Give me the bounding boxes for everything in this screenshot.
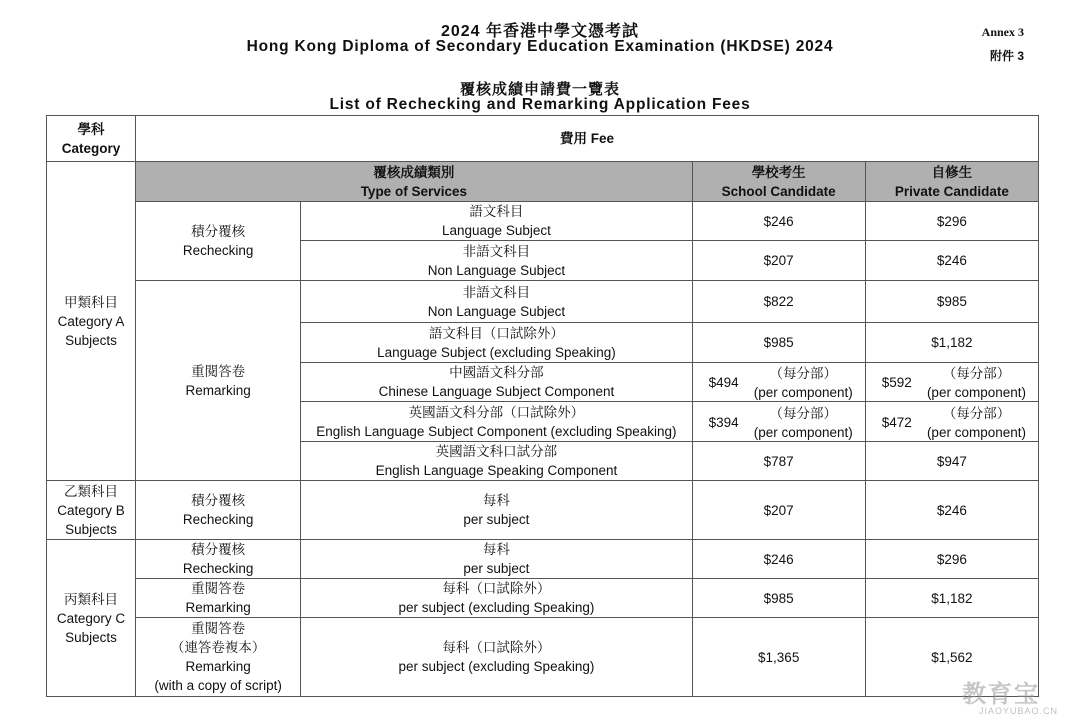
service-type: 非語文科目 Non Language Subject bbox=[301, 281, 692, 323]
private-fee: $246 bbox=[865, 241, 1038, 281]
table-row bbox=[47, 202, 1039, 241]
title-english: Hong Kong Diploma of Secondary Education Examination (HKDSE) 2024 bbox=[246, 38, 834, 55]
school-fee: $246 bbox=[692, 540, 865, 579]
private-fee: $1,182 bbox=[865, 323, 1038, 363]
service-type: 英國語文科分部（口試除外） English Language Subject Component (excluding Speaking) bbox=[301, 402, 692, 442]
watermark-url: JIAOYUBAO.CN bbox=[978, 706, 1058, 716]
category-b-cell: 乙類科目 Category B Subjects bbox=[47, 481, 136, 540]
service-rechecking: 積分覆核 Rechecking bbox=[136, 481, 301, 540]
private-fee: $296 bbox=[865, 202, 1038, 241]
fee-amount: $394 bbox=[708, 414, 739, 430]
school-fee: $787 bbox=[692, 442, 865, 481]
private-fee: $592 （每分部） (per component) bbox=[865, 363, 1038, 402]
table-row bbox=[47, 579, 1039, 618]
private-fee: $1,182 bbox=[865, 579, 1038, 618]
service-type: 每科 per subject bbox=[301, 540, 692, 579]
school-fee: $822 bbox=[692, 281, 865, 323]
service-rechecking: 積分覆核 Rechecking bbox=[136, 540, 301, 579]
private-fee: $985 bbox=[865, 281, 1038, 323]
service-type: 語文科目 Language Subject bbox=[301, 202, 692, 241]
service-type: 語文科目（口試除外） Language Subject (excluding Speaking) bbox=[301, 323, 692, 363]
fee-amount: $494 bbox=[708, 375, 739, 390]
school-fee: $394 （每分部） (per component) bbox=[692, 402, 865, 442]
service-remarking: 重閱答卷 Remarking bbox=[136, 281, 301, 481]
school-fee: $985 bbox=[692, 323, 865, 363]
annex-label-english: Annex 3 bbox=[981, 25, 1024, 39]
school-fee: $246 bbox=[692, 202, 865, 241]
title-chinese: 2024 年香港中學文憑考試 bbox=[440, 23, 640, 40]
category-c-cell: 丙類科目 Category C Subjects bbox=[47, 540, 136, 697]
table-row bbox=[47, 281, 1039, 323]
private-fee: $1,562 bbox=[865, 618, 1038, 697]
service-type: 中國語文科分部 Chinese Language Subject Component bbox=[301, 363, 692, 402]
school-candidate-header: 學校考生 School Candidate bbox=[692, 162, 865, 202]
service-rechecking: 積分覆核 Rechecking bbox=[136, 202, 301, 281]
fee-header: 費用 Fee bbox=[136, 116, 1039, 162]
watermark-logo: 教育宝 bbox=[962, 681, 1040, 708]
table-row bbox=[47, 481, 1039, 540]
private-candidate-header: 自修生 Private Candidate bbox=[865, 162, 1038, 202]
private-fee: $947 bbox=[865, 442, 1038, 481]
school-fee: $1,365 bbox=[692, 618, 865, 697]
service-remarking-with-script: 重閱答卷 （連答卷複本） Remarking (with a copy of script) bbox=[136, 618, 301, 697]
table-header-row bbox=[47, 116, 1039, 162]
private-fee: $472 （每分部） (per component) bbox=[865, 402, 1038, 442]
fee-table bbox=[46, 115, 1039, 697]
table-row bbox=[47, 540, 1039, 579]
service-type: 每科（口試除外） per subject (excluding Speaking) bbox=[301, 579, 692, 618]
school-fee: $494 （每分部） (per component) bbox=[692, 363, 865, 402]
school-fee: $207 bbox=[692, 481, 865, 540]
school-fee: $985 bbox=[692, 579, 865, 618]
subtitle-chinese: 覆核成績申請費一覽表 bbox=[459, 81, 620, 98]
category-a-cell: 甲類科目 Category A Subjects bbox=[47, 162, 136, 481]
column-header-row bbox=[47, 162, 1039, 202]
service-type: 每科（口試除外） per subject (excluding Speaking) bbox=[301, 618, 692, 697]
private-fee: $296 bbox=[865, 540, 1038, 579]
services-header: 覆核成績類別 Type of Services bbox=[136, 162, 693, 202]
school-fee: $207 bbox=[692, 241, 865, 281]
category-header: 學科 Category bbox=[47, 116, 136, 162]
annex-label-chinese: 附件 3 bbox=[989, 49, 1024, 63]
service-type: 非語文科目 Non Language Subject bbox=[301, 241, 692, 281]
private-fee: $246 bbox=[865, 481, 1038, 540]
service-type: 每科 per subject bbox=[301, 481, 692, 540]
service-type: 英國語文科口試分部 English Language Speaking Component bbox=[301, 442, 692, 481]
table-row bbox=[47, 618, 1039, 697]
fee-amount: $472 bbox=[881, 414, 912, 430]
subtitle-english: List of Rechecking and Remarking Application Fees bbox=[329, 96, 751, 113]
service-remarking: 重閱答卷 Remarking bbox=[136, 579, 301, 618]
fee-amount: $592 bbox=[881, 375, 912, 390]
